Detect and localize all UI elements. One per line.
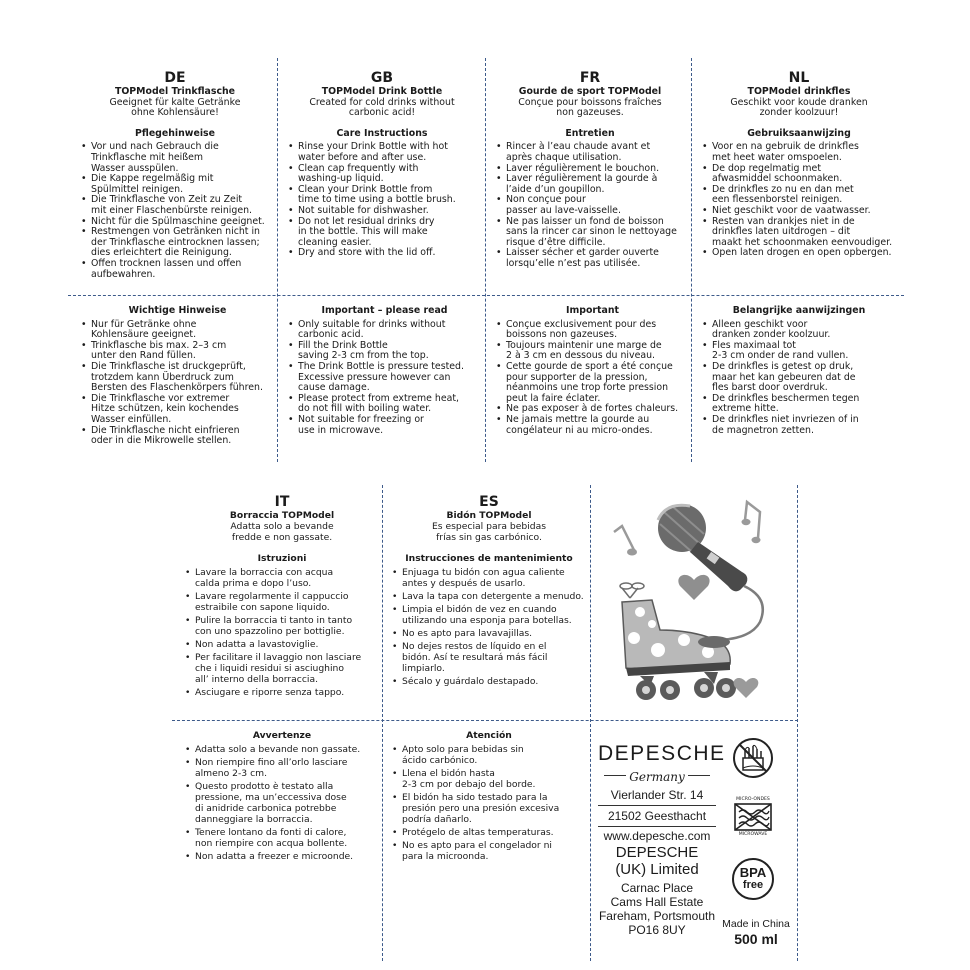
volume-text: 500 ml [734, 931, 778, 947]
free-text: free [742, 879, 764, 891]
list-item: • Non conçue pour passer au lave-vaisselle. [506, 195, 685, 216]
street: Vierlander Str. 14 [598, 788, 716, 806]
list-item: • Toujours maintenir une marge de 2 à 3 cm en dessous du niveau. [506, 341, 690, 362]
lang-code: FR [579, 70, 601, 86]
care-list [287, 142, 477, 259]
product-title: Bidón TOPModel [446, 510, 532, 521]
column-gb [287, 70, 477, 259]
list-item: • Nur für Getränke ohne Kohlensäure geeignet. [91, 320, 275, 341]
list-item: • Rincer à l’eau chaude avant et après chaque utilisation. [506, 142, 685, 163]
divider-v-top-3 [691, 58, 692, 462]
list-item: • Die Trinkflasche von Zeit zu Zeit mit einer Flaschenbürste reinigen. [91, 195, 270, 216]
uk-address-3: Fareham, Portsmouth [598, 909, 716, 923]
list-item: • Conçue exclusivement pour des boissons non gazeuses. [506, 320, 690, 341]
product-subtitle: Es especial para bebidas frías sin gas carbónico. [431, 520, 547, 543]
no-microwave-icon [734, 803, 772, 831]
lang-code: IT [274, 494, 290, 510]
microphone-skate-illustration [600, 490, 796, 712]
list-item: • El bidón ha sido testado para la presión pero una presión excesiva podría dañarlo. [402, 793, 587, 826]
heart-icon [678, 575, 709, 600]
list-item: • Clean your Drink Bottle from time to time using a bottle brush. [298, 185, 477, 206]
care-heading: Entretien [565, 127, 615, 139]
important-heading: Atención [466, 730, 512, 741]
care-list [184, 568, 380, 699]
important-heading: Avvertenze [252, 730, 312, 741]
column-es [391, 494, 587, 690]
list-item: • Die Kappe regelmäßig mit Spülmittel reinigen. [91, 174, 270, 195]
divider-h-top [68, 295, 904, 296]
product-title: TOPModel Drink Bottle [321, 86, 443, 97]
list-item: • Limpia el bidón de vez en cuando utilizando una esponja para botellas. [402, 605, 587, 627]
list-item: • Ne jamais mettre la gourde au congélateur ni au micro-ondes. [506, 415, 690, 436]
lang-code: NL [788, 70, 810, 86]
care-heading: Istruzioni [257, 552, 307, 564]
list-item: • Not suitable for freezing or use in microwave. [298, 415, 482, 436]
list-item: • Lava la tapa con detergente a menudo. [402, 592, 587, 603]
list-item: • Ne pas exposer à de fortes chaleurs. [506, 404, 690, 415]
brand-script [598, 766, 716, 784]
company-block [598, 742, 726, 843]
important-heading: Important [566, 305, 619, 316]
column-de-important [80, 306, 275, 447]
list-item: • Laver régulièrement le bouchon. [506, 164, 685, 175]
column-es-important [391, 731, 587, 865]
list-item: • Ne pas laisser un fond de boisson sans la rincer car sinon le nettoyage risque d’être difficile. [506, 217, 685, 249]
column-fr-important [495, 306, 690, 436]
product-subtitle: Adatta solo a bevande fredde e non gassate. [230, 520, 334, 543]
column-it-important [184, 731, 380, 865]
product-subtitle: Geschikt voor koude dranken zonder koolzuur! [730, 96, 868, 119]
lang-code: DE [164, 70, 186, 86]
list-item: • Sécalo y guárdalo destapado. [402, 677, 587, 688]
list-item: • Niet geschikt voor de vaatwasser. [712, 206, 897, 217]
no-dishwasher-icon [731, 736, 775, 780]
bpa-free-badge [732, 858, 774, 900]
care-heading: Gebruiksaanwijzing [747, 127, 851, 139]
list-item: • Open laten drogen en open opbergen. [712, 248, 897, 259]
divider-v-bottom-2 [590, 485, 591, 961]
uk-address-4: PO16 8UY [628, 923, 686, 937]
no-microwave-label-bottom: MICROWAVE [738, 832, 768, 837]
roller-skate-icon [620, 583, 736, 700]
list-item: • Please protect from extreme heat, do not fill with boiling water. [298, 394, 482, 415]
important-list [287, 320, 482, 437]
list-item: • Per facilitare il lavaggio non lasciare che i liquidi residui si asciughino all’ interno della borraccia. [195, 653, 380, 686]
list-item: • Only suitable for drinks without carbonic acid. [298, 320, 482, 341]
list-item: • Lavare la borraccia con acqua calda prima e dopo l’uso. [195, 568, 380, 590]
list-item: • Rinse your Drink Bottle with hot water before and after use. [298, 142, 477, 163]
important-heading: Wichtige Hinweise [128, 305, 227, 316]
list-item: • Non riempire fino all’orlo lasciare almeno 2-3 cm. [195, 758, 380, 780]
no-microwave-label-top: MICRO-ONDES [736, 797, 770, 802]
important-list [184, 745, 380, 863]
list-item: • Fill the Drink Bottle saving 2-3 cm from the top. [298, 341, 482, 362]
list-item: • Dry and store with the lid off. [298, 248, 477, 259]
important-list [80, 320, 275, 447]
list-item: • Lavare regolarmente il cappuccio estraibile con sapone liquido. [195, 592, 380, 614]
list-item: • No es apto para lavavajillas. [402, 629, 587, 640]
product-title: TOPModel Trinkflasche [114, 86, 236, 97]
list-item: • Restmengen von Getränken nicht in der Trinkflasche eintrocknen lassen; dies erleichtert die Reinigung. [91, 227, 270, 259]
care-heading: Care Instructions [336, 127, 428, 139]
origin-text: Made in China [722, 918, 790, 930]
care-list [495, 142, 685, 269]
care-list [391, 568, 587, 688]
lang-code: ES [479, 494, 499, 510]
product-title: TOPModel drinkfles [747, 86, 851, 97]
list-item: • De drinkfles zo nu en dan met een flessenborstel reinigen. [712, 185, 897, 206]
list-item: • Llena el bidón hasta 2-3 cm por debajo del borde. [402, 769, 587, 791]
important-list [495, 320, 690, 437]
list-item: • Non adatta a freezer e microonde. [195, 852, 380, 863]
brand-script-text: Germany [629, 770, 685, 784]
divider-v-bottom-3 [797, 485, 798, 961]
website: www.depesche.com [603, 829, 711, 843]
list-item: • Laver régulièrement la gourde à l’aide d’un goupillon. [506, 174, 685, 195]
list-item: • Vor und nach Gebrauch die Trinkflasche mit heißem Wasser ausspülen. [91, 142, 270, 174]
care-heading: Instrucciones de mantenimiento [405, 552, 573, 564]
music-note-icon [614, 526, 637, 556]
uk-address-1: Carnac Place [620, 881, 694, 895]
list-item: • No dejes restos de líquido en el bidón. Así te resultará más fácil limpiarlo. [402, 642, 587, 675]
list-item: • Fles maximaal tot 2-3 cm onder de rand vullen. [712, 341, 897, 362]
list-item: • Offen trocknen lassen und offen aufbewahren. [91, 259, 270, 280]
column-gb-important [287, 306, 482, 436]
column-nl-important [701, 306, 897, 436]
important-list [701, 320, 897, 437]
list-item: • Alleen geschikt voor dranken zonder koolzuur. [712, 320, 897, 341]
product-subtitle: Conçue pour boissons fraîches non gazeuses. [518, 96, 662, 119]
column-nl [701, 70, 897, 259]
list-item: • No es apto para el congelador ni para la microonda. [402, 841, 587, 863]
heart-icon [734, 678, 759, 698]
list-item: • Pulire la borraccia ti tanto in tanto con uno spazzolino per bottiglie. [195, 616, 380, 638]
care-heading: Pflegehinweise [135, 127, 215, 139]
bpa-text: BPA [739, 865, 767, 880]
city: 21502 Geesthacht [598, 809, 716, 827]
divider-v-top-1 [277, 58, 278, 462]
list-item: • Tenere lontano da fonti di calore, non riempire con acqua bollente. [195, 828, 380, 850]
list-item: • Resten van drankjes niet in de drinkfles laten uitdrogen – dit maakt het schoonmaken eenvoudiger. [712, 217, 897, 249]
important-list [391, 745, 587, 863]
list-item: • Clean cap frequently with washing-up liquid. [298, 164, 477, 185]
list-item: • Adatta solo a bevande non gassate. [195, 745, 380, 756]
list-item: • Not suitable for dishwasher. [298, 206, 477, 217]
list-item: • Nicht für die Spülmaschine geeignet. [91, 217, 270, 228]
music-note-icon [742, 502, 761, 543]
list-item: • Non adatta a lavastoviglie. [195, 640, 380, 651]
list-item: • De drinkfles is getest op druk, maar het kan gebeuren dat de fles barst door overdruk. [712, 362, 897, 394]
list-item: • Trinkflasche bis max. 2–3 cm unter den Rand füllen. [91, 341, 275, 362]
divider-h-bottom [172, 720, 798, 721]
list-item: • Enjuaga tu bidón con agua caliente antes y después de usarlo. [402, 568, 587, 590]
list-item: • Die Trinkflasche vor extremer Hitze schützen, kein kochendes Wasser einfüllen. [91, 394, 275, 426]
list-item: • Do not let residual drinks dry in the bottle. This will make cleaning easier. [298, 217, 477, 249]
list-item: • Die Trinkflasche ist druckgeprüft, trotzdem kann Überdruck zum Bersten des Flaschenkörpers führen. [91, 362, 275, 394]
care-list [80, 142, 270, 280]
product-title: Borraccia TOPModel [229, 510, 335, 521]
list-item: • Apto solo para bebidas sin ácido carbónico. [402, 745, 587, 767]
important-heading: Important – please read [321, 305, 448, 316]
list-item: • Protégelo de altas temperaturas. [402, 828, 587, 839]
product-title: Gourde de sport TOPModel [518, 86, 662, 97]
column-de [80, 70, 270, 280]
uk-company-block [594, 844, 720, 937]
lang-code: GB [370, 70, 394, 86]
product-subtitle: Created for cold drinks without carbonic acid! [309, 96, 455, 119]
uk-name-2: (UK) Limited [615, 861, 699, 878]
brand-name: DEPESCHE [598, 742, 726, 765]
divider-v-bottom-1 [382, 485, 383, 961]
uk-name-1: DEPESCHE [615, 844, 699, 861]
list-item: • Laisser sécher et garder ouverte lorsqu’elle n’est pas utilisée. [506, 248, 685, 269]
list-item: • Asciugare e riporre senza tappo. [195, 688, 380, 699]
list-item: • De drinkfles niet invriezen of in de magnetron zetten. [712, 415, 897, 436]
column-fr [495, 70, 685, 270]
important-heading: Belangrijke aanwijzingen [732, 305, 866, 316]
column-it [184, 494, 380, 701]
list-item: • Die Trinkflasche nicht einfrieren oder in die Mikrowelle stellen. [91, 426, 275, 447]
list-item: • The Drink Bottle is pressure tested. Excessive pressure however can cause damage. [298, 362, 482, 394]
list-item: • Questo prodotto è testato alla pressione, ma un’eccessiva dose di anidride carbonica potrebbe danneggiare la borraccia. [195, 782, 380, 826]
product-subtitle: Geeignet für kalte Getränke ohne Kohlensäure! [109, 96, 241, 119]
care-list [701, 142, 897, 259]
list-item: • De drinkfles beschermen tegen extreme hitte. [712, 394, 897, 415]
list-item: • De dop regelmatig met afwasmiddel schoonmaken. [712, 164, 897, 185]
uk-address-2: Cams Hall Estate [610, 895, 704, 909]
divider-v-top-2 [485, 58, 486, 462]
list-item: • Cette gourde de sport a été conçue pour supporter de la pression, néanmoins une trop forte pression peut la faire éclater. [506, 362, 690, 404]
list-item: • Voor en na gebruik de drinkfles met heet water omspoelen. [712, 142, 897, 163]
